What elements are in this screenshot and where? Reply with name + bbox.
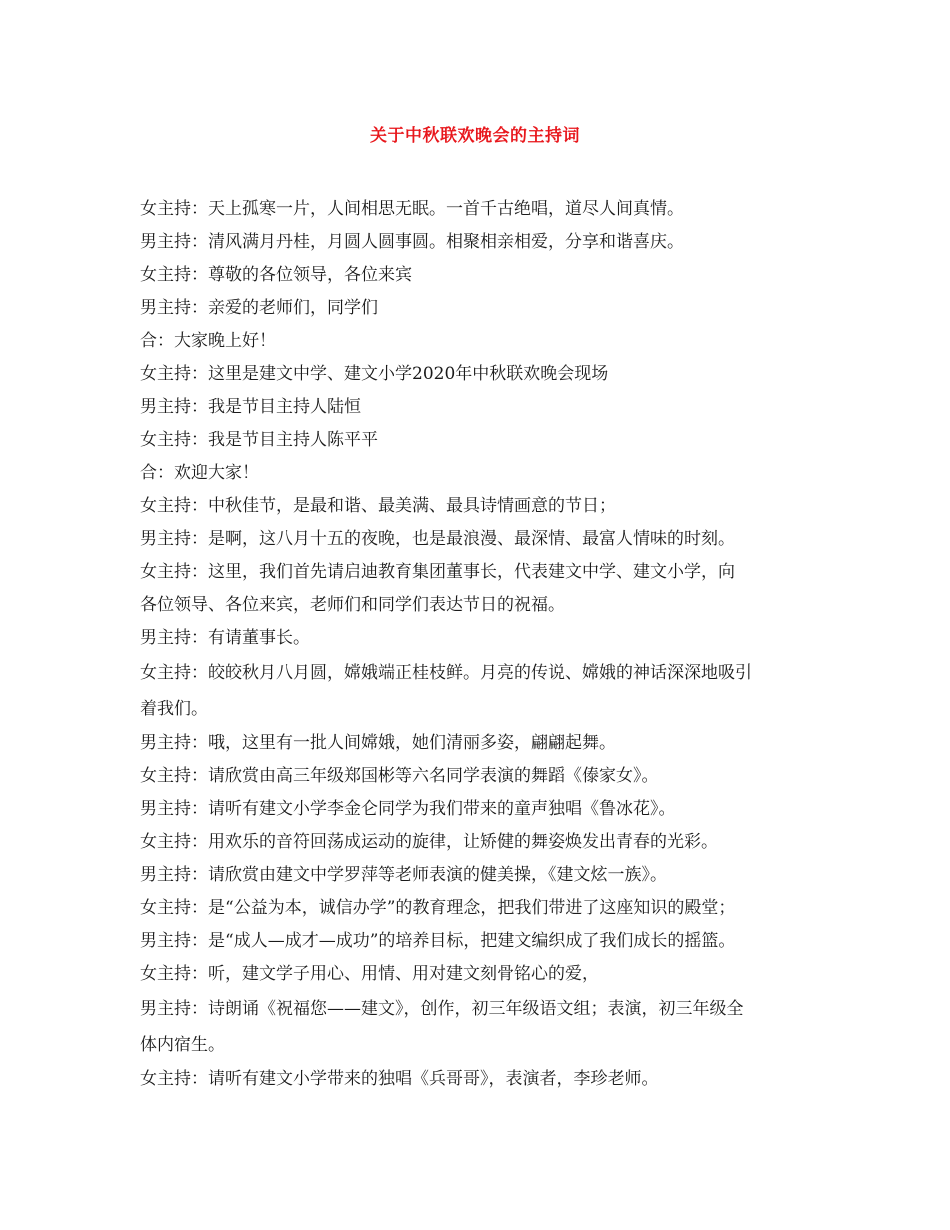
text-line: 女主持：是“公益为本，诚信办学”的教育理念，把我们带进了这座知识的殿堂； (140, 898, 736, 918)
text-line: 女主持：我是节目主持人陈平平 (140, 430, 378, 450)
text-line: 合：欢迎大家！ (140, 463, 259, 483)
text-line: 合：大家晚上好！ (140, 331, 276, 351)
text-line: 男主持：哦，这里有一批人间嫦娥，她们清丽多姿，翩翩起舞。 (140, 733, 616, 753)
text-line: 女主持：这里是建文中学、建文小学2020年中秋联欢晚会现场 (140, 364, 609, 384)
text-line: 女主持：用欢乐的音符回荡成运动的旋律，让矫健的舞姿焕发出青春的光彩。 (140, 832, 718, 852)
text-line: 女主持：皎皎秋月八月圆，嫦娥端正桂枝鲜。月亮的传说、嫦娥的神话深深地吸引 (140, 663, 752, 683)
text-line: 男主持：是啊，这八月十五的夜晚，也是最浪漫、最深情、最富人情味的时刻。 (140, 529, 735, 549)
text-line: 着我们。 (140, 699, 208, 719)
text-line: 女主持：这里，我们首先请启迪教育集团董事长，代表建文中学、建文小学，向 (140, 562, 735, 582)
text-line: 男主持：请欣赏由建文中学罗萍等老师表演的健美操，《建文炫一族》。 (140, 865, 667, 885)
text-line: 女主持：天上孤寒一片，人间相思无眠。一首千古绝唱，道尽人间真情。 (140, 199, 684, 219)
text-line: 女主持：中秋佳节，是最和谐、最美满、最具诗情画意的节日； (140, 496, 616, 516)
text-line: 男主持：请听有建文小学李金仑同学为我们带来的童声独唱《鲁冰花》。 (140, 799, 676, 819)
text-line: 各位领导、各位来宾，老师们和同学们表达节日的祝福。 (140, 595, 565, 615)
text-line: 体内宿生。 (140, 1035, 225, 1055)
text-line: 女主持：尊敬的各位领导，各位来宾 (140, 265, 412, 285)
text-line: 男主持：清风满月丹桂，月圆人圆事圆。相聚相亲相爱，分享和谐喜庆。 (140, 232, 684, 252)
document-body (140, 193, 820, 1096)
text-line: 女主持：请欣赏由高三年级郑国彬等六名同学表演的舞蹈《傣家女》。 (140, 766, 659, 786)
text-line: 男主持：有请董事长。 (140, 628, 310, 648)
page-title: 关于中秋联欢晚会的主持词 (370, 126, 580, 146)
text-line: 男主持：我是节目主持人陆恒 (140, 397, 361, 417)
text-line: 男主持：是“成人—成才—成功”的培养目标，把建文编织成了我们成长的摇篮。 (140, 931, 736, 951)
text-line: 男主持：诗朗诵《祝福您——建文》，创作，初三年级语文组；表演，初三年级全 (140, 999, 744, 1019)
text-line: 女主持：请听有建文小学带来的独唱《兵哥哥》，表演者，李珍老师。 (140, 1069, 659, 1089)
text-line: 男主持：亲爱的老师们，同学们 (140, 298, 378, 318)
text-line: 女主持：听，建文学子用心、用情、用对建文刻骨铭心的爱， (140, 964, 599, 984)
